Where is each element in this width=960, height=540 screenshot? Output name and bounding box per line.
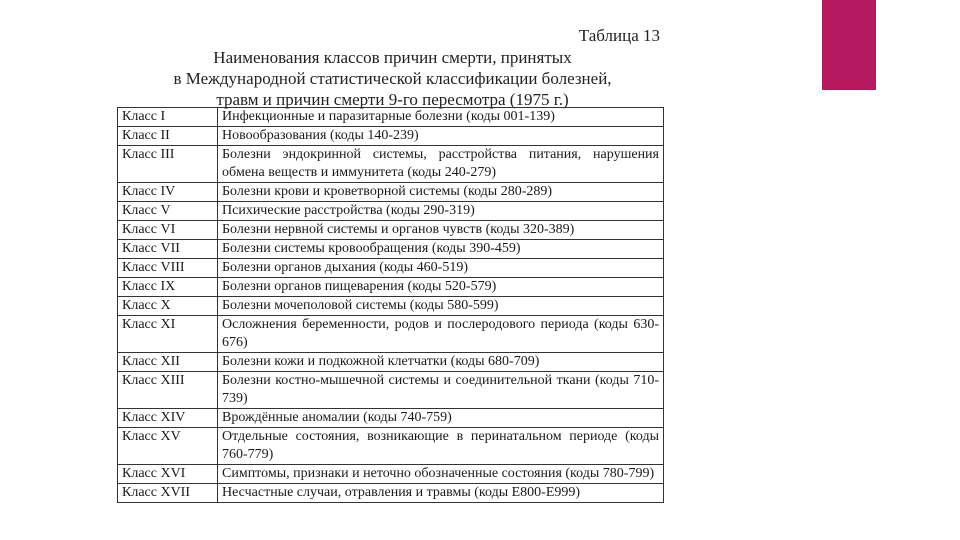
description-cell: Болезни органов дыхания (коды 460-519) bbox=[218, 259, 664, 278]
description-cell: Болезни костно-мышечной системы и соединительной ткани (коды 710-739) bbox=[218, 372, 664, 409]
description-cell: Симптомы, признаки и неточно обозначенные состояния (коды 780-799) bbox=[218, 465, 664, 484]
table-body bbox=[118, 108, 664, 503]
table-row bbox=[118, 428, 664, 465]
description-cell: Болезни органов пищеварения (коды 520-579) bbox=[218, 278, 664, 297]
table-row bbox=[118, 316, 664, 353]
description-cell: Болезни крови и кроветворной системы (коды 280-289) bbox=[218, 183, 664, 202]
description-cell: Осложнения беременности, родов и послеродового периода (коды 630-676) bbox=[218, 316, 664, 353]
table-row bbox=[118, 127, 664, 146]
class-cell: Класс I bbox=[118, 108, 218, 127]
classification-table bbox=[117, 107, 664, 503]
table-row bbox=[118, 297, 664, 316]
table-number-label: Таблица 13 bbox=[578, 26, 660, 45]
class-cell: Класс III bbox=[118, 146, 218, 183]
description-cell: Болезни эндокринной системы, расстройства питания, нарушения обмена веществ и иммунитета (коды 240-279) bbox=[218, 146, 664, 183]
description-cell: Инфекционные и паразитарные болезни (коды 001-139) bbox=[218, 108, 664, 127]
class-cell: Класс XV bbox=[118, 428, 218, 465]
class-cell: Класс XII bbox=[118, 353, 218, 372]
description-cell: Болезни кожи и подкожной клетчатки (коды 680-709) bbox=[218, 353, 664, 372]
table-title bbox=[120, 47, 665, 110]
table-row bbox=[118, 202, 664, 221]
class-cell: Класс XIV bbox=[118, 409, 218, 428]
table-row bbox=[118, 465, 664, 484]
table-row bbox=[118, 372, 664, 409]
class-cell: Класс XIII bbox=[118, 372, 218, 409]
description-cell: Новообразования (коды 140-239) bbox=[218, 127, 664, 146]
accent-bar bbox=[822, 0, 876, 90]
class-cell: Класс II bbox=[118, 127, 218, 146]
class-cell: Класс X bbox=[118, 297, 218, 316]
description-cell: Болезни мочеполовой системы (коды 580-599) bbox=[218, 297, 664, 316]
class-cell: Класс XI bbox=[118, 316, 218, 353]
class-cell: Класс VII bbox=[118, 240, 218, 259]
description-cell: Психические расстройства (коды 290-319) bbox=[218, 202, 664, 221]
table-row bbox=[118, 240, 664, 259]
title-line-1: Наименования классов причин смерти, принятых bbox=[213, 48, 572, 67]
class-cell: Класс XVII bbox=[118, 484, 218, 503]
table-row bbox=[118, 221, 664, 240]
description-cell: Врождённые аномалии (коды 740-759) bbox=[218, 409, 664, 428]
description-cell: Болезни системы кровообращения (коды 390-459) bbox=[218, 240, 664, 259]
class-cell: Класс XVI bbox=[118, 465, 218, 484]
title-line-2: в Международной статистической классификации болезней, bbox=[173, 69, 612, 88]
table-row bbox=[118, 183, 664, 202]
class-cell: Класс VIII bbox=[118, 259, 218, 278]
title-line-3: травм и причин смерти 9-го пересмотра (1975 г.) bbox=[216, 90, 569, 109]
classification-table-wrapper bbox=[117, 107, 664, 503]
table-row bbox=[118, 409, 664, 428]
class-cell: Класс V bbox=[118, 202, 218, 221]
description-cell: Болезни нервной системы и органов чувств (коды 320-389) bbox=[218, 221, 664, 240]
description-cell: Несчастные случаи, отравления и травмы (коды E800-E999) bbox=[218, 484, 664, 503]
table-row bbox=[118, 484, 664, 503]
description-cell: Отдельные состояния, возникающие в перинатальном периоде (коды 760-779) bbox=[218, 428, 664, 465]
table-row bbox=[118, 259, 664, 278]
class-cell: Класс IX bbox=[118, 278, 218, 297]
table-row bbox=[118, 278, 664, 297]
class-cell: Класс IV bbox=[118, 183, 218, 202]
table-row bbox=[118, 108, 664, 127]
class-cell: Класс VI bbox=[118, 221, 218, 240]
table-row bbox=[118, 146, 664, 183]
table-row bbox=[118, 353, 664, 372]
